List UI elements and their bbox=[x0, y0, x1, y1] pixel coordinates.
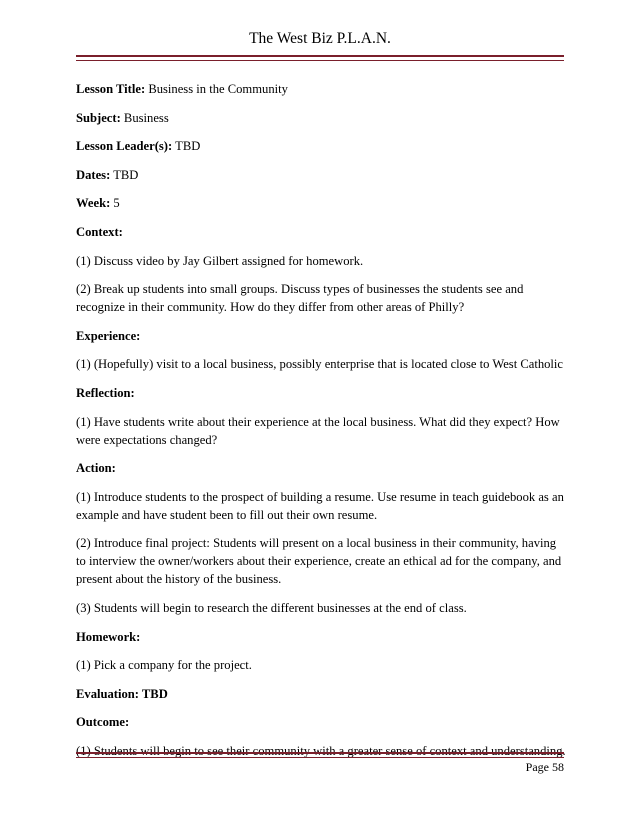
leader-label: Lesson Leader(s): bbox=[76, 139, 173, 154]
experience-heading: Experience: bbox=[76, 328, 141, 343]
dates-label: Dates: bbox=[76, 167, 111, 182]
context-item: (1) Discuss video by Jay Gilbert assigned for homework. bbox=[76, 253, 364, 268]
lesson-title-label: Lesson Title: bbox=[76, 82, 146, 96]
dates-value: TBD bbox=[110, 167, 139, 182]
week-label: Week: bbox=[76, 196, 111, 211]
action-heading: Action: bbox=[76, 461, 116, 476]
homework-item: (1) Pick a company for the project. bbox=[76, 658, 252, 673]
subject-value: Business bbox=[120, 110, 169, 125]
leader-line bbox=[76, 137, 566, 155]
lesson-title-value: Business in the Community bbox=[145, 82, 288, 96]
subject-line bbox=[76, 109, 566, 127]
reflection-item: (1) Have students write about their experience at the local business. What did they expect? How were expectations changed? bbox=[76, 414, 560, 447]
page-number: Page 58 bbox=[525, 760, 564, 774]
context-item: (2) Break up students into small groups. Discuss types of businesses the students see and recognize in their community. How do they differ from other areas of Philly? bbox=[76, 282, 524, 315]
page-header-title: The West Biz P.L.A.N. bbox=[249, 30, 391, 47]
reflection-heading: Reflection: bbox=[76, 385, 135, 400]
week-line bbox=[76, 194, 566, 212]
experience-item: (1) (Hopefully) visit to a local business, possibly enterprise that is located close to West Catholic bbox=[76, 357, 564, 372]
evaluation-heading: Evaluation: TBD bbox=[76, 686, 168, 701]
footer-divider bbox=[76, 752, 564, 758]
action-item: (2) Introduce final project: Students will present on a local business in their community, having to interview the owner/workers about their experience, create an ethical ad for the company, and present about the history of the business. bbox=[76, 536, 562, 587]
subject-label: Subject: bbox=[76, 110, 121, 125]
outcome-item: (1) Students will begin to see their community with a greater sense of context and understanding. bbox=[76, 743, 566, 758]
leader-value: TBD bbox=[172, 139, 201, 154]
week-value: 5 bbox=[110, 196, 120, 211]
action-item: (3) Students will begin to research the different businesses at the end of class. bbox=[76, 600, 467, 615]
lesson-title-line bbox=[76, 80, 566, 98]
lesson-content bbox=[76, 80, 566, 770]
outcome-heading: Outcome: bbox=[76, 715, 130, 730]
action-item: (1) Introduce students to the prospect of building a resume. Use resume in teach guidebook as an example and have student been to fill out their own resume. bbox=[76, 489, 564, 522]
header-divider bbox=[76, 55, 564, 61]
homework-heading: Homework: bbox=[76, 629, 141, 644]
context-heading: Context: bbox=[76, 224, 123, 239]
dates-line bbox=[76, 166, 566, 184]
